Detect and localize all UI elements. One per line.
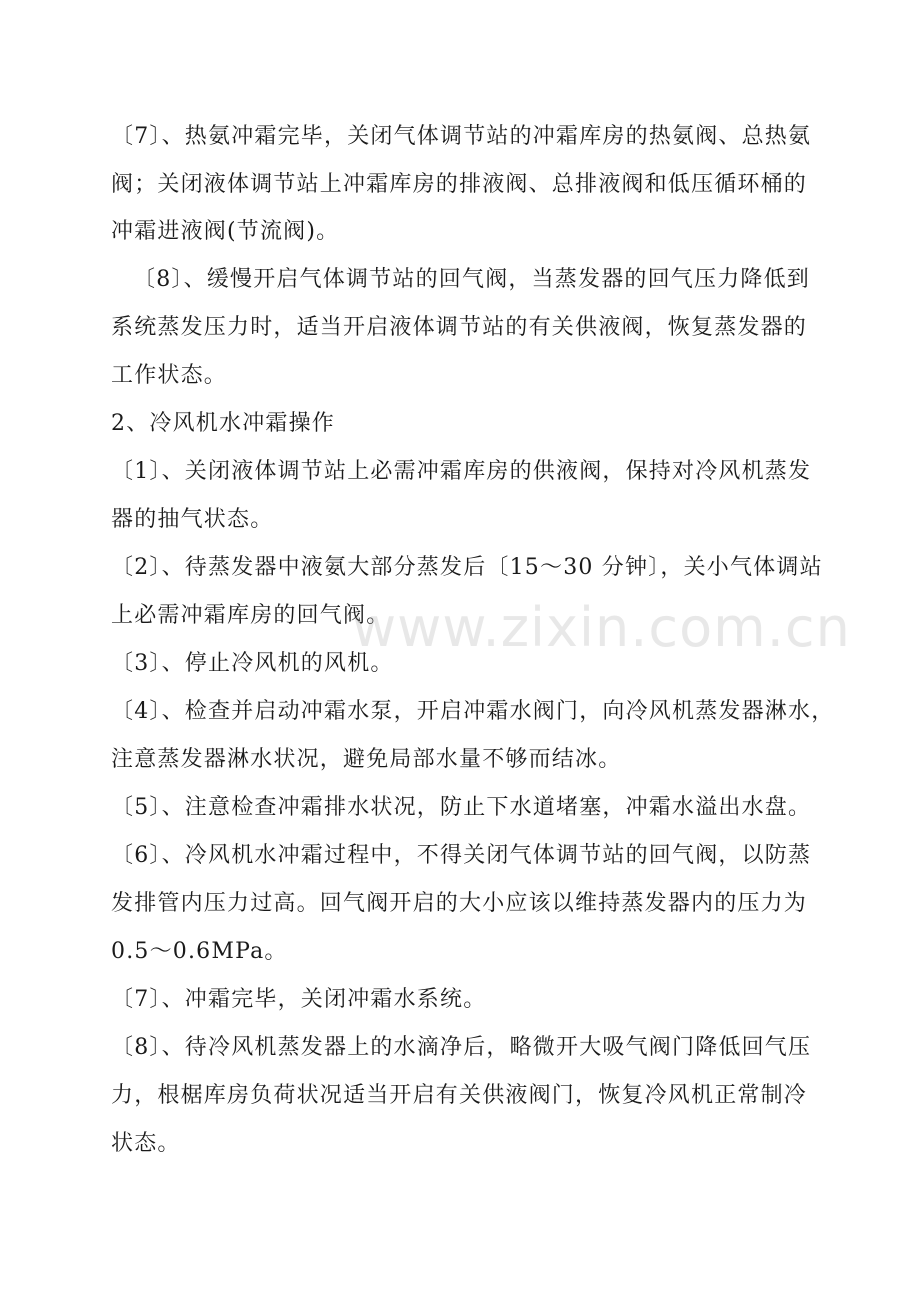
text-line: 〔7〕、冲霜完毕，关闭冲霜水系统。 bbox=[111, 987, 487, 1012]
text-line: 〔4〕、检查并启动冲霜水泵，开启冲霜水阀门，向冷风机蒸发器淋水， bbox=[111, 699, 835, 724]
text-line: 〔6〕、冷风机水冲霜过程中，不得关闭气体调节站的回气阀，以防蒸 bbox=[111, 843, 812, 868]
text-line: 器的抽气状态。 bbox=[111, 507, 274, 532]
text-line: 工作状态。 bbox=[111, 363, 228, 388]
text-line: 〔1〕、关闭液体调节站上必需冲霜库房的供液阀，保持对冷风机蒸发 bbox=[111, 459, 812, 484]
text-line: 〔2〕、待蒸发器中液氨大部分蒸发后〔15～30 分钟〕，关小气体调站 bbox=[111, 555, 823, 580]
text-line: 上必需冲霜库房的回气阀。 bbox=[111, 603, 390, 628]
text-line: 冲霜进液阀(节流阀)。 bbox=[111, 219, 340, 244]
watermark: www.zixin.com.cn bbox=[352, 596, 851, 659]
text-line: 〔5〕、注意检查冲霜排水状况，防止下水道堵塞，冲霜水溢出水盘。 bbox=[111, 795, 812, 820]
text-line: 〔8〕、缓慢开启气体调节站的回气阀，当蒸发器的回气压力降低到 bbox=[133, 267, 810, 292]
text-line: 阀；关闭液体调节站上冲霜库房的排液阀、总排液阀和低压循环桶的 bbox=[111, 172, 808, 197]
text-line: 发排管内压力过高。回气阀开启的大小应该以维持蒸发器内的压力为 bbox=[111, 891, 808, 916]
text-line: 〔7〕、热氨冲霜完毕，关闭气体调节站的冲霜库房的热氨阀、总热氨 bbox=[111, 124, 812, 149]
text-line: 〔8〕、待冷风机蒸发器上的水滴净后，略微开大吸气阀门降低回气压 bbox=[111, 1035, 812, 1060]
text-line: 〔3〕、停止冷风机的风机。 bbox=[111, 651, 394, 676]
text-line: 注意蒸发器淋水状况，避免局部水量不够而结冰。 bbox=[111, 747, 622, 772]
text-line: 力，根椐库房负荷状况适当开启有关供液阀门，恢复冷风机正常制冷 bbox=[111, 1083, 808, 1108]
text-line: 0.5～0.6MPa。 bbox=[111, 939, 288, 964]
text-line: 系统蒸发压力时，适当开启液体调节站的有关供液阀，恢复蒸发器的 bbox=[111, 315, 808, 340]
section-heading: 2、冷风机水冲霜操作 bbox=[111, 411, 335, 436]
text-line: 状态。 bbox=[111, 1131, 181, 1156]
